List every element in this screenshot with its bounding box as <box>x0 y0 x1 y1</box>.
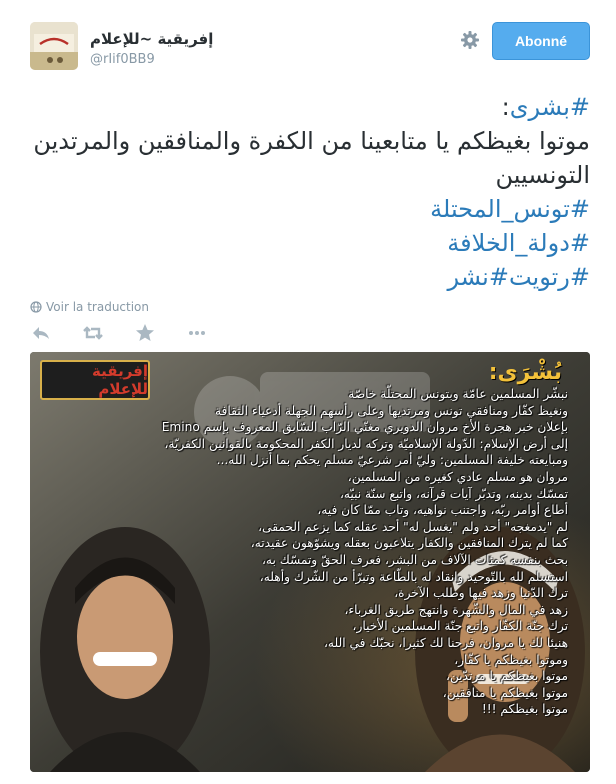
poster-line: ترك الدّنيا وزهد فيها وطلب الآخرة، <box>394 586 568 601</box>
hashtag-publish[interactable]: #نشر <box>447 263 509 291</box>
poster-line: تمسّك بدينه، وتدبّر آيات قرآنه، واتبع سنّة نبيّه، <box>339 486 568 501</box>
hashtag-bushra[interactable]: #بشرى <box>509 93 590 121</box>
more-icon[interactable] <box>186 322 208 344</box>
follow-button[interactable]: Abonné <box>492 22 590 60</box>
hashtag-tunisia[interactable]: #تونس_المحتلة <box>430 195 590 223</box>
avatar-image <box>30 22 78 70</box>
tweet-line-3: التونسيين <box>495 161 590 189</box>
poster-line: نبشّر المسلمين عامّة وبتونس المحتلّة خاصّة <box>348 387 568 401</box>
user-handle[interactable]: @rIif0BB9 <box>90 52 155 67</box>
tweet-line-6 <box>30 260 590 294</box>
translate-label: Voir la traduction <box>46 300 150 314</box>
tweet-actions <box>30 322 208 344</box>
poster-line: ومبايعته خليفة المسلمين: وليّ أمر شرعيّ مسلم يحكم بما أنزل الله... <box>216 453 568 468</box>
poster-logo: إفريقية للإعلام <box>40 360 150 400</box>
poster-line: لم "يدمغجه" أحد ولم "يغسل له" أحد عقله كما يزعم الحمقى، <box>258 519 568 534</box>
poster-line: موتوا بغيظكم يا منافقين، <box>442 685 568 700</box>
tweet-media-image[interactable] <box>30 352 590 772</box>
tweet-line-5 <box>30 226 590 260</box>
favorite-icon[interactable] <box>134 322 156 344</box>
tweet-line-4 <box>30 192 590 226</box>
tweet-line-2: موتوا بغيظكم يا متابعينا من الكفرة والمنافقين والمرتدين <box>33 127 590 155</box>
poster-line: استسلم لله بالتّوحيد وانقاد له بالطّاعة وتبرّأ من الشّرك وأهله، <box>259 569 568 584</box>
poster-title: بُشْرَى: <box>488 360 562 385</box>
poster-line: موتوا بغيظكم !!! <box>481 702 568 717</box>
avatar[interactable] <box>30 22 78 70</box>
retweet-icon[interactable] <box>82 322 104 344</box>
gear-icon[interactable] <box>460 30 480 50</box>
poster-line: مروان هو مسلم عادي كغيره من المسلمين، <box>347 469 568 484</box>
tweet-header <box>0 0 616 90</box>
globe-icon <box>30 301 42 313</box>
tweet-colon: : <box>501 93 510 121</box>
poster-line: بإعلان خبر هجرة الأخ مروان الدويري مغنّي الرّاب السّابق المعروف بإسم Emino <box>161 420 568 435</box>
reply-icon[interactable] <box>30 322 52 344</box>
poster-line: هنيئا لك يا مروان، فرحنا لك كثيرا، نحبّك في الله، <box>324 635 568 650</box>
tweet-line-1 <box>30 90 590 124</box>
poster-line: موتوا بغيظكم يا مرتدّين، <box>445 669 568 684</box>
poster-line: وموتوا بغيظكم يا كفّار، <box>454 652 568 667</box>
poster-line: كما لم يترك المنافقين والكفار يتلاعبون بعقله ويشوّهون عقيدته، <box>250 536 568 551</box>
hashtag-caliphate[interactable]: #دولة_الخلافة <box>447 229 590 257</box>
hashtag-retweet[interactable]: #رتويت <box>508 263 590 291</box>
poster-line: إلى أرض الإسلام: الدّولة الإسلاميّة وتركه لديار الكفر المحكومة بالقوانين الكفريّة، <box>164 436 568 451</box>
poster-line: ترك جنّة الكفّار واتبع جنّة المسلمين الأخيار، <box>352 619 568 634</box>
display-name[interactable]: إفريقية ~للإعلام <box>90 30 214 48</box>
tweet-text <box>30 90 590 294</box>
poster-text <box>98 386 568 718</box>
poster-line: بحث بنفسه كمئات الآلاف من البشر، فعرف الحقّ وتمسّك به، <box>261 552 568 567</box>
poster-line: زهد في المال والشّهرة وانتهج طريق الغرباء، <box>344 602 568 617</box>
translate-link[interactable] <box>30 300 149 314</box>
poster-line: ونغيظ كفّار ومنافقي تونس ومرتديها وعلى رأسهم الجهلة أدعياء الثقافة <box>215 403 568 418</box>
poster-line: أطاع أوامر ربّه، واجتنب نواهيه، وتاب ممّا كان فيه، <box>317 503 568 518</box>
